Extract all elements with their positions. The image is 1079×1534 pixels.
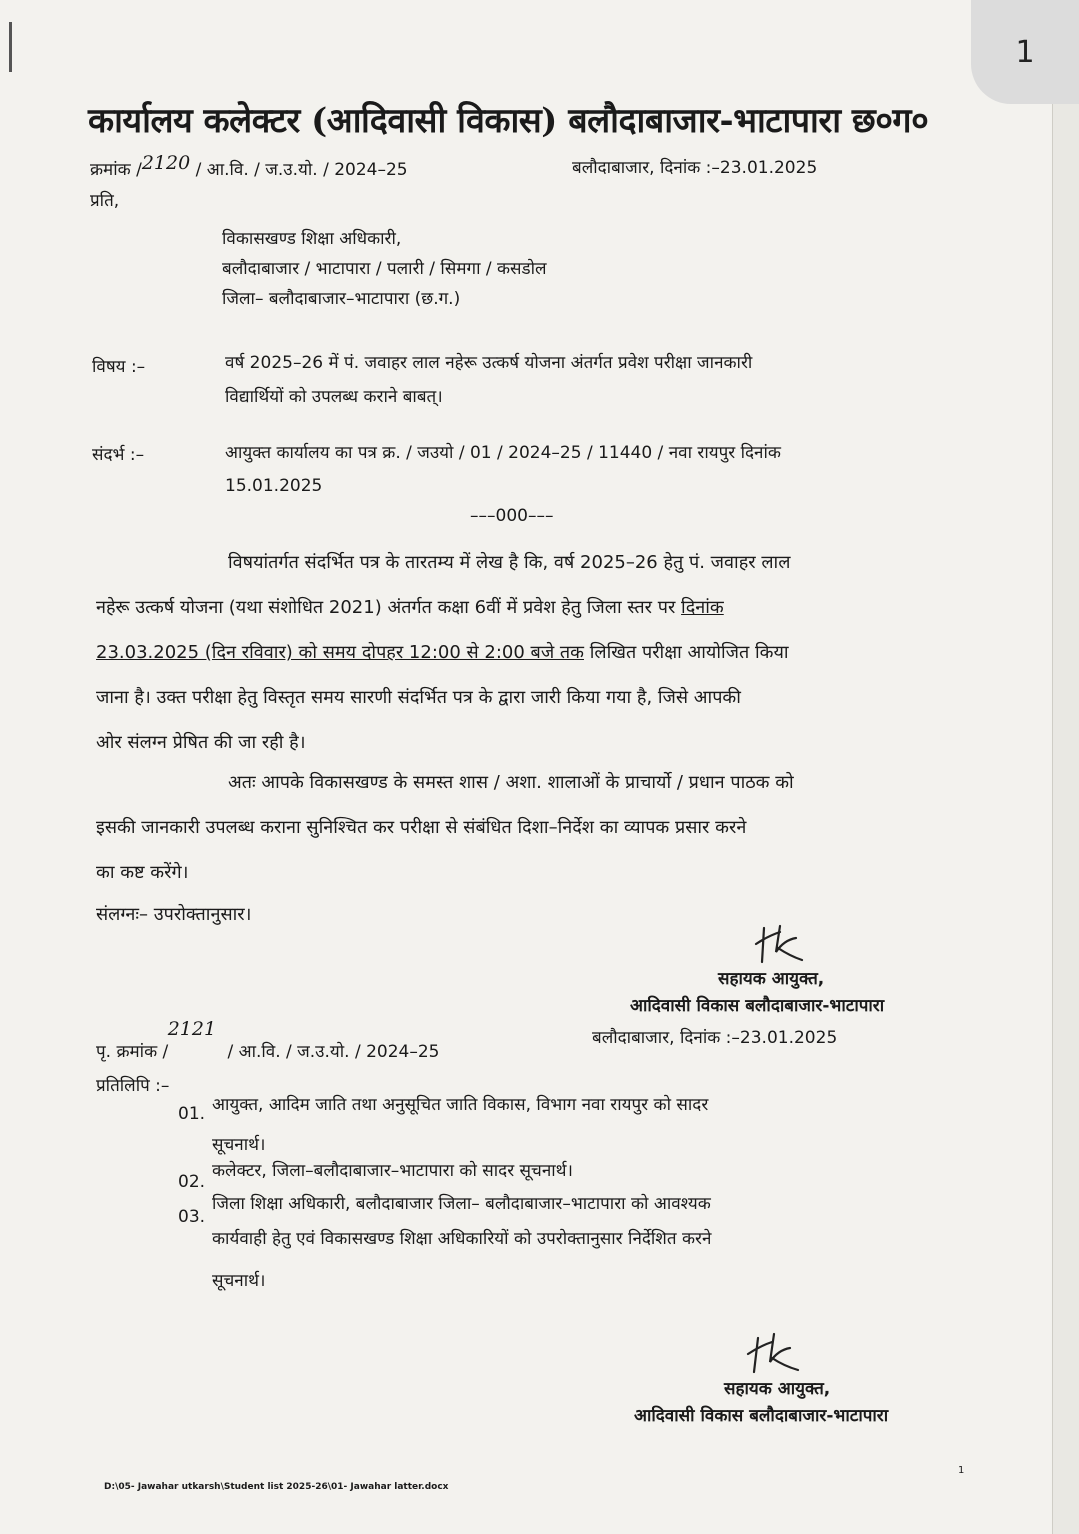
copy-label: प्रतिलिपि :–	[96, 1076, 170, 1096]
body-para2-line3: का कष्ट करेंगे।	[96, 862, 189, 883]
copy-item-2-line-1: कलेक्टर, जिला–बलौदाबाजार–भाटापारा को सादर सूचनार्थ।	[212, 1161, 573, 1181]
body-para1-underlined-exam-time: 23.03.2025 (दिन रविवार) को समय दोपहर 12:00 से 2:00 बजे तक	[96, 642, 584, 663]
scan-edge-mark	[9, 22, 12, 72]
ref-prefix: क्रमांक /	[90, 160, 142, 180]
copy-item-3-line-3: सूचनार्थ।	[212, 1271, 266, 1291]
reference-line-2: 15.01.2025	[225, 476, 323, 496]
section-divider: –––000–––	[470, 506, 554, 526]
subject-line-2: विद्यार्थियों को उपलब्ध कराने बाबत्।	[225, 387, 443, 407]
body-para1-line1: विषयांतर्गत संदर्भित पत्र के तारतम्य में लेख है कि, वर्ष 2025–26 हेतु पं. जवाहर लाल	[228, 552, 791, 573]
copy-item-1-line-2: सूचनार्थ।	[212, 1135, 266, 1155]
footer-file-path: D:\05- Jawahar utkarsh\Student list 2025-26\01- Jawahar latter.docx	[104, 1482, 449, 1492]
reference-line-1: आयुक्त कार्यालय का पत्र क्र. / जउयो / 01 / 2024–25 / 11440 / नवा रायपुर दिनांक	[225, 443, 781, 463]
body-para1-line4: जाना है। उक्त परीक्षा हेतु विस्तृत समय सारणी संदर्भित पत्र के द्वारा जारी किया गया है, जिसे आपकी	[96, 687, 741, 708]
signature-1-icon	[750, 922, 810, 968]
signature-2-office: आदिवासी विकास बलौदाबाजार-भाटापारा	[634, 1406, 889, 1426]
endorsement-ref-suffix: / आ.वि. / ज.उ.यो. / 2024–25	[227, 1042, 440, 1062]
body-para1-line5: ओर संलग्न प्रेषित की जा रही है।	[96, 732, 306, 753]
signature-2-title: सहायक आयुक्त,	[724, 1379, 831, 1399]
date-value: 23.01.2025	[719, 158, 818, 178]
enclosure-line: संलग्नः– उपरोक्तानुसार।	[96, 904, 252, 925]
endorsement-date-value: 23.01.2025	[739, 1028, 838, 1048]
signature-1-title: सहायक आयुक्त,	[718, 969, 825, 989]
copy-item-1-line-1: आयुक्त, आदिम जाति तथा अनुसूचित जाति विकास, विभाग नवा रायपुर को सादर	[212, 1095, 709, 1115]
body-para1-line3-text: लिखित परीक्षा आयोजित किया	[589, 642, 789, 663]
body-para2-line1: अतः आपके विकासखण्ड के समस्त शास / अशा. शालाओं के प्राचार्यो / प्रधान पाठक को	[228, 772, 794, 793]
copy-item-2-number: 02.	[178, 1172, 206, 1192]
endorsement-ref-number-handwritten: 2121	[167, 1018, 217, 1040]
subject-label: विषय :–	[92, 357, 146, 377]
copy-item-3-line-2: कार्यवाही हेतु एवं विकासखण्ड शिक्षा अधिकारियों को उपरोक्तानुसार निर्देशित करने	[212, 1229, 712, 1249]
addressee-line-3: जिला– बलौदाबाजार–भाटापारा (छ.ग.)	[222, 289, 461, 309]
page-number-badge: 1	[971, 0, 1079, 104]
body-para1-line2-text: नहेरू उत्कर्ष योजना (यथा संशोधित 2021) अंतर्गत कक्षा 6वीं में प्रवेश हेतु जिला स्तर पर	[96, 597, 676, 618]
ref-suffix: / आ.वि. / ज.उ.यो. / 2024–25	[195, 160, 408, 180]
subject-line-1: वर्ष 2025–26 में पं. जवाहर लाल नहेरू उत्कर्ष योजना अंतर्गत प्रवेश परीक्षा जानकारी	[225, 353, 753, 373]
addressee-line-2: बलौदाबाजार / भाटापारा / पलारी / सिमगा / कसडोल	[222, 259, 547, 279]
endorsement-date	[592, 1025, 837, 1048]
endorsement-reference	[96, 1018, 440, 1062]
endorsement-ref-prefix: पृ. क्रमांक /	[96, 1042, 169, 1062]
footer-page-number: 1	[958, 1465, 965, 1476]
copy-item-3-line-1: जिला शिक्षा अधिकारी, बलौदाबाजार जिला– बलौदाबाजार–भाटापारा को आवश्यक	[212, 1194, 711, 1214]
copy-item-1-number: 01.	[178, 1104, 206, 1124]
signature-1-office: आदिवासी विकास बलौदाबाजार-भाटापारा	[630, 996, 885, 1016]
body-para1-underlined-date-label: दिनांक	[681, 597, 724, 618]
body-para1-line3	[96, 630, 789, 675]
endorsement-date-prefix: बलौदाबाजार, दिनांक :–	[592, 1028, 740, 1048]
reference-label: संदर्भ :–	[92, 445, 145, 465]
to-label: प्रति,	[90, 191, 120, 211]
addressee-line-1: विकासखण्ड शिक्षा अधिकारी,	[222, 229, 402, 249]
reference-number	[90, 152, 408, 180]
signature-2-icon	[742, 1330, 804, 1378]
copy-item-3-number: 03.	[178, 1207, 206, 1227]
letterhead-title: कार्यालय कलेक्टर (आदिवासी विकास) बलौदाबाजार-भाटापारा छ०ग०	[88, 101, 929, 141]
letter-date	[572, 155, 817, 178]
body-para1-line2	[96, 585, 724, 630]
date-prefix: बलौदाबाजार, दिनांक :–	[572, 158, 720, 178]
ref-number-handwritten: 2120	[141, 152, 191, 174]
body-para2-line2: इसकी जानकारी उपलब्ध कराना सुनिश्चित कर परीक्षा से संबंधित दिशा–निर्देश का व्यापक प्रसार करने	[96, 817, 747, 838]
